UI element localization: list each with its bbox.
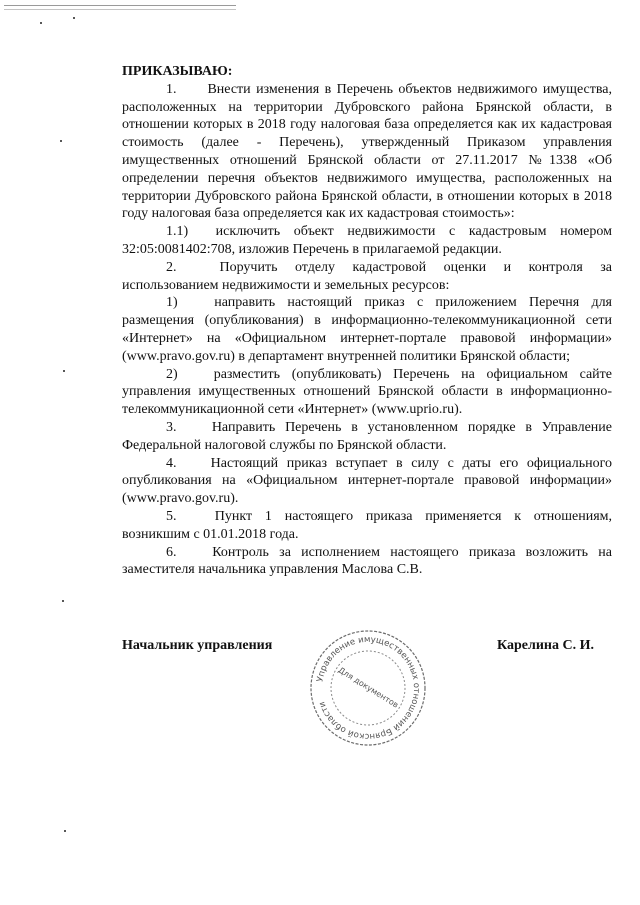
document-body [122,63,612,579]
scan-speck [62,600,64,602]
top-rule [4,5,236,6]
order-item [122,366,612,419]
stamp-outer-text: Управление имущественных отношений Брянской области [315,634,422,742]
order-item [122,294,612,365]
scan-speck [64,830,66,832]
order-item [122,544,612,580]
order-item [122,223,612,259]
item-number: 6. [166,544,177,560]
item-number: 5. [166,508,177,524]
item-text: Внести изменения в Перечень объектов недвижимого имущества, расположенных на территории Дубровского района Брянской области, в отношении которых в 2018 году налоговая база определяется как их кадастровая стоимость (далее - Перечень), утвержденный Приказом управления имущественных отношений Брянской области от 27.11.2017 №1338 «Об определении перечня объектов недвижимого имущества, расположенных на территории Дубровского района Брянской области, в отношении которых в 2018 году налоговая база определяется как их кадастровая стоимость»: [122,81,613,222]
item-text: Контроль за исполнением настоящего приказа возложить на заместителя начальника управления Маслова С.В. [122,544,613,578]
order-item [122,259,612,295]
order-item [122,81,612,223]
item-text: направить настоящий приказ с приложением Перечня для размещения (опубликования) в информационно-телекоммуникационной сети «Интернет» на «Официальном интернет-портале правовой информации» (www.pravo.gov.ru) в департамент внутренней политики Брянской области; [122,295,612,364]
item-number: 4. [166,455,177,471]
order-item [122,455,612,508]
item-text: разместить (опубликовать) Перечень на официальном сайте управления имущественных отношений Брянской области в информационно-телекоммуникационной сети «Интернет» (www.uprio.ru). [122,366,613,418]
item-text: Направить Перечень в установленном порядке в Управление Федеральной налоговой службы по Брянской области. [122,419,612,453]
item-number: 3. [166,419,177,435]
scan-speck [63,370,65,372]
item-number: 1) [166,295,178,311]
item-text: исключить объект недвижимости с кадастровым номером 32:05:0081402:708, изложив Перечень в прилагаемой редакции. [122,224,612,257]
item-number: 2. [166,259,177,275]
stamp-inner-text: Для документов [336,665,400,710]
signer-position: Начальник управления [122,638,273,653]
signer-name: Карелина С. И. [497,638,594,653]
order-heading: ПРИКАЗЫВАЮ: [122,64,233,79]
item-text: Настоящий приказ вступает в силу с даты его официального опубликования на «Официальном интернет-портале правовой информации» (www.pravo.gov.ru). [122,455,613,507]
scan-speck [60,140,62,142]
official-stamp [308,628,428,748]
item-number: 2) [166,366,178,382]
scan-speck [73,17,75,19]
item-text: Поручить отделу кадастровой оценки и контроля за использованием недвижимости и земельных ресурсов: [122,259,612,293]
item-number: 1.1) [166,224,189,240]
item-text: Пункт 1 настоящего приказа применяется к отношениям, возникшим с 01.01.2018 года. [122,508,612,542]
top-rule-secondary [4,9,236,10]
order-item [122,508,612,544]
scan-speck [40,22,42,24]
item-number: 1. [166,81,177,97]
order-item [122,419,612,455]
